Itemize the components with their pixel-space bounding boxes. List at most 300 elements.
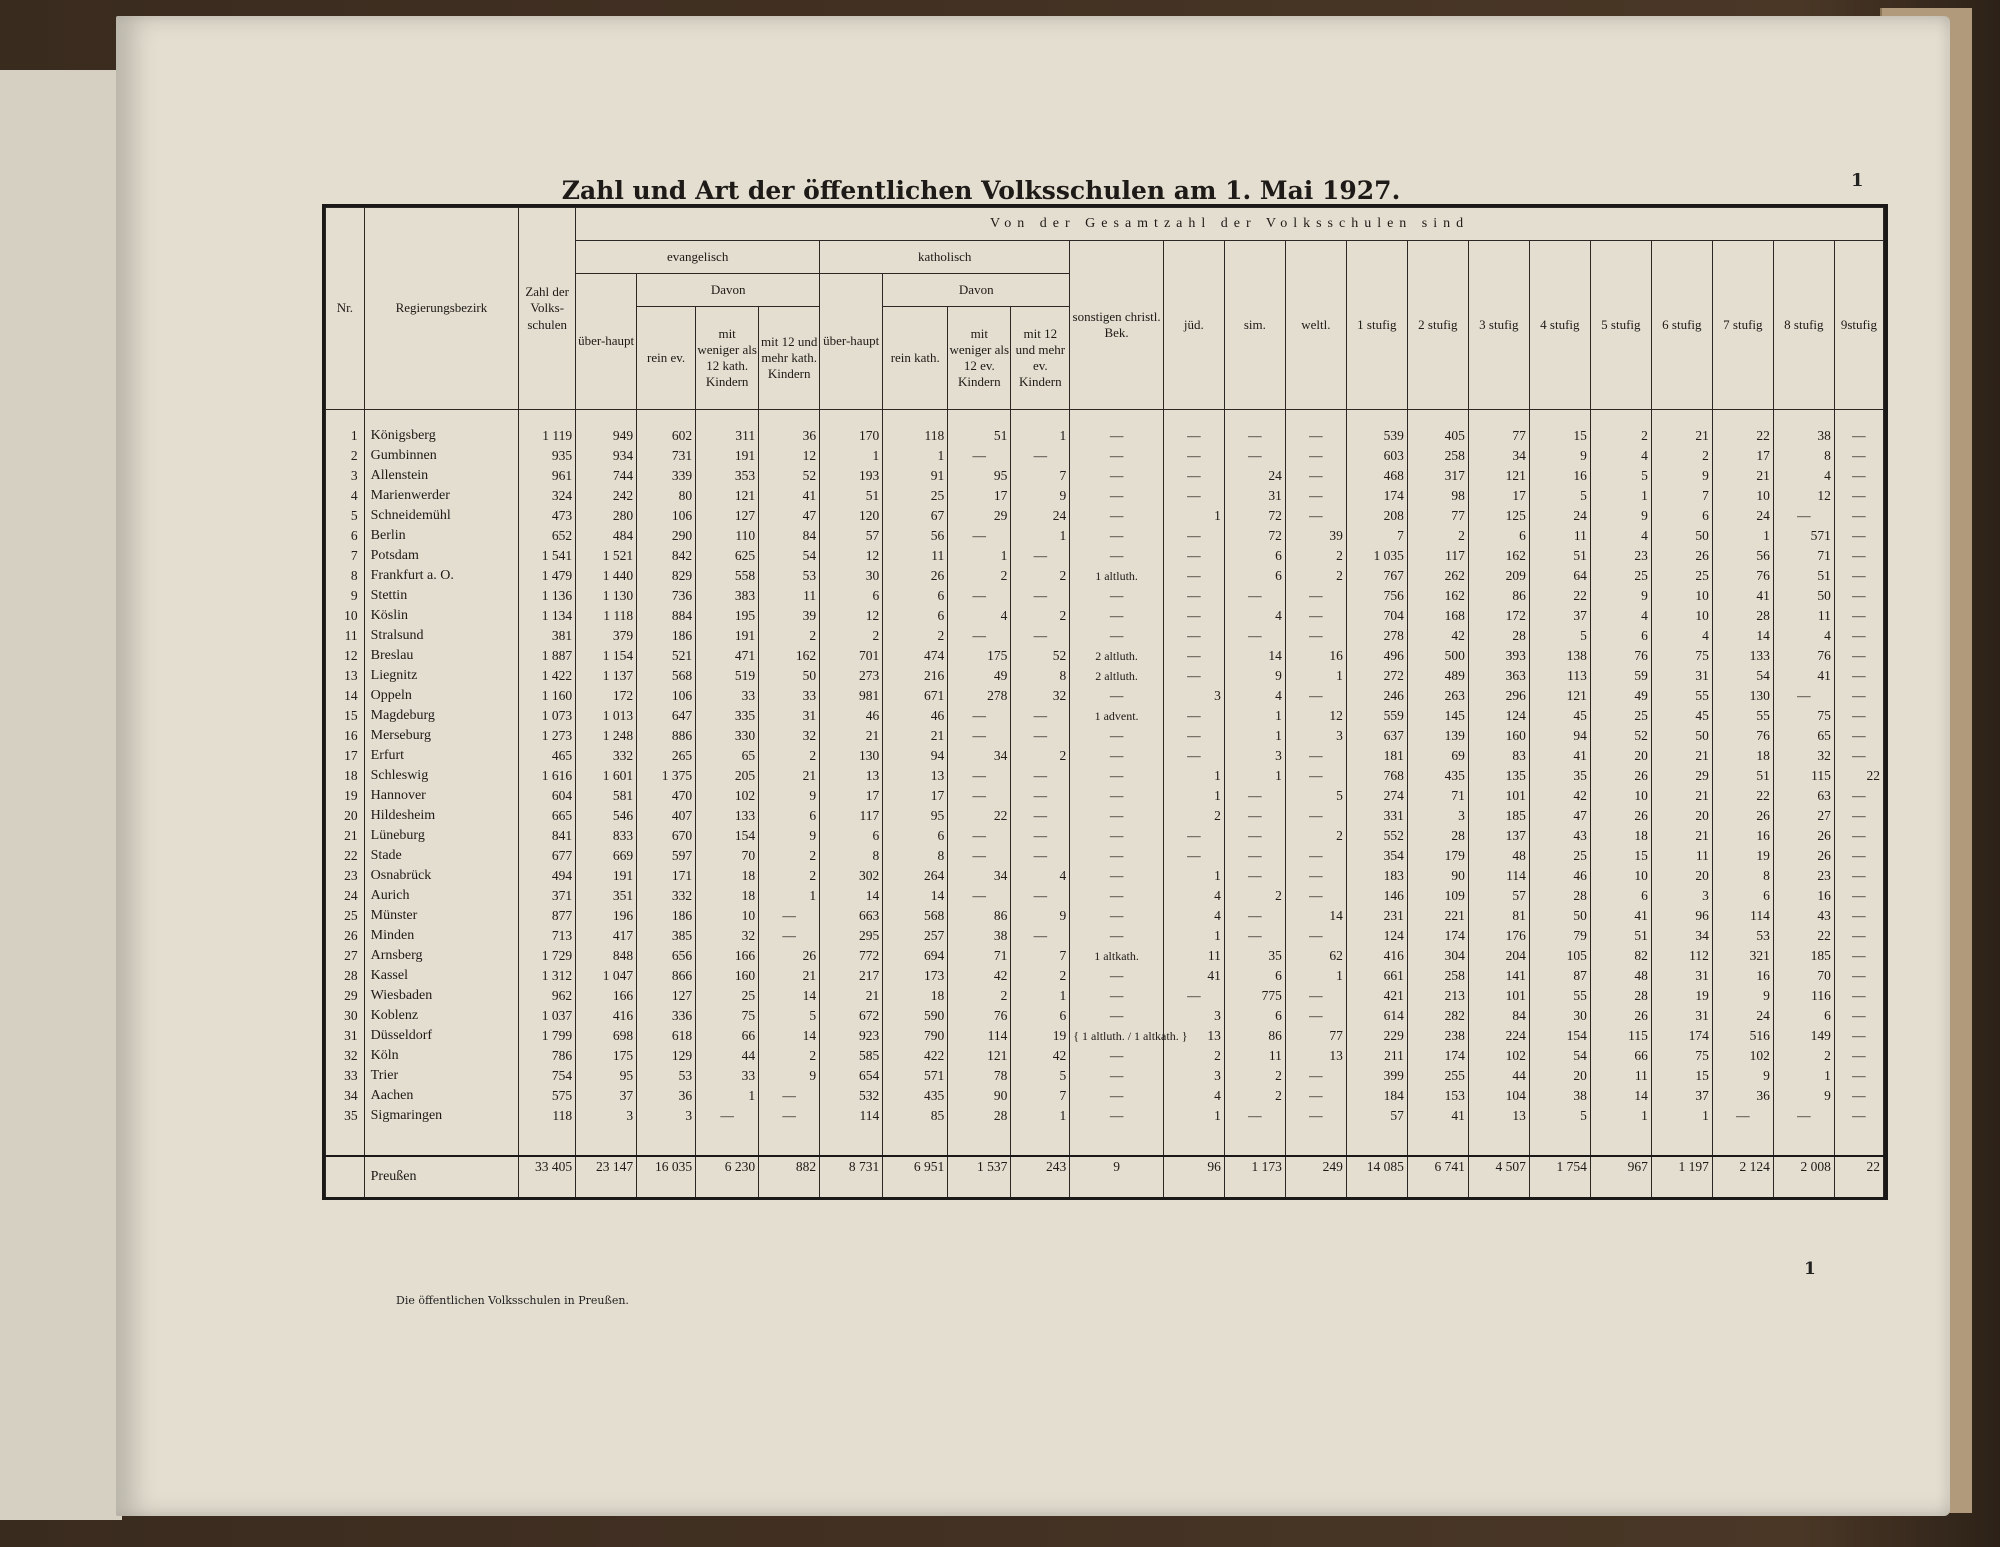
region-name: Allenstein (364, 466, 519, 486)
table-cell: 6 230 (696, 1156, 759, 1197)
header-kath-weniger: mit weniger als 12 ev. Kindern (948, 307, 1011, 410)
table-cell: 65 (1773, 726, 1834, 746)
table-cell: 637 (1346, 726, 1407, 746)
table-cell: 179 (1407, 846, 1468, 866)
table-cell: 11 (1224, 1046, 1285, 1066)
header-jued: jüd. (1163, 241, 1224, 410)
row-number: 18 (326, 766, 365, 786)
table-cell: — (1285, 506, 1346, 526)
spacer-cell (883, 1126, 948, 1156)
table-cell: 1 073 (519, 706, 576, 726)
header-bezirk: Regierungsbezirk (364, 208, 519, 410)
table-cell: 11 (883, 546, 948, 566)
table-cell: 767 (1346, 566, 1407, 586)
table-cell: 43 (1773, 906, 1834, 926)
table-row (326, 1006, 1884, 1026)
table-cell: 7 (1011, 1086, 1070, 1106)
header-ev-weniger: mit weniger als 12 kath. Kindern (696, 307, 759, 410)
table-cell: 98 (1407, 486, 1468, 506)
table-cell: 882 (759, 1156, 820, 1197)
table-cell: 18 (1712, 746, 1773, 766)
table-cell: — (1070, 1066, 1164, 1086)
table-cell: 4 (1773, 466, 1834, 486)
table-cell: 181 (1346, 746, 1407, 766)
table-cell: 2 (1011, 606, 1070, 626)
table-cell: 669 (576, 846, 637, 866)
region-name: Preußen (364, 1156, 519, 1197)
table-cell: 125 (1468, 506, 1529, 526)
table-cell: 405 (1407, 410, 1468, 447)
table-cell: — (1224, 846, 1285, 866)
table-cell: 67 (883, 506, 948, 526)
table-cell: 114 (820, 1106, 883, 1126)
table-cell: 1 (1224, 706, 1285, 726)
table-cell: 585 (820, 1046, 883, 1066)
table-cell: 86 (1224, 1026, 1285, 1046)
table-cell: 31 (1651, 966, 1712, 986)
table-cell: 10 (1712, 486, 1773, 506)
table-cell: — (1163, 986, 1224, 1006)
table-cell: 26 (883, 566, 948, 586)
table-cell: 4 (1224, 606, 1285, 626)
table-cell: 516 (1712, 1026, 1773, 1046)
table-cell: 193 (820, 466, 883, 486)
table-cell: 665 (519, 806, 576, 826)
table-cell: — (948, 886, 1011, 906)
header-6stufig: 6 stufig (1651, 241, 1712, 410)
table-cell: 2 (1651, 446, 1712, 466)
table-cell: 20 (1529, 1066, 1590, 1086)
region-name: Erfurt (364, 746, 519, 766)
table-cell: 21 (820, 726, 883, 746)
table-cell: 521 (637, 646, 696, 666)
table-cell: — (1773, 1106, 1834, 1126)
table-cell: 4 507 (1468, 1156, 1529, 1197)
table-cell: 670 (637, 826, 696, 846)
table-cell: 76 (1712, 726, 1773, 746)
table-cell: 75 (1773, 706, 1834, 726)
table-cell: 31 (1651, 1006, 1712, 1026)
table-row (326, 826, 1884, 846)
table-cell: 1 (820, 446, 883, 466)
table-cell: 80 (637, 486, 696, 506)
table-cell: 2 (820, 626, 883, 646)
table-cell: 82 (1590, 946, 1651, 966)
table-cell: 5 (1011, 1066, 1070, 1086)
table-cell: 43 (1529, 826, 1590, 846)
table-cell: 104 (1468, 1086, 1529, 1106)
table-cell: 54 (759, 546, 820, 566)
table-cell: 9 (1773, 1086, 1834, 1106)
table-cell: 262 (1407, 566, 1468, 586)
table-cell: 672 (820, 1006, 883, 1026)
table-cell: — (1163, 826, 1224, 846)
row-number: 11 (326, 626, 365, 646)
table-cell: 935 (519, 446, 576, 466)
table-cell: 33 405 (519, 1156, 576, 1197)
region-name: Aachen (364, 1086, 519, 1106)
table-cell: 1 (1011, 1106, 1070, 1126)
spacer-cell (364, 1126, 519, 1156)
table-cell: 1 047 (576, 966, 637, 986)
row-number: 1 (326, 410, 365, 447)
table-cell: 38 (1529, 1086, 1590, 1106)
table-cell: — (1011, 826, 1070, 846)
table-cell: 3 (1224, 746, 1285, 766)
table-cell: 54 (1529, 1046, 1590, 1066)
header-rein-kath: rein kath. (883, 307, 948, 410)
table-cell: 435 (883, 1086, 948, 1106)
table-cell: 884 (637, 606, 696, 626)
table-cell: 255 (1407, 1066, 1468, 1086)
table-cell: 1 273 (519, 726, 576, 746)
table-cell: 172 (576, 686, 637, 706)
table-cell: 6 (1011, 1006, 1070, 1026)
table-cell: 81 (1468, 906, 1529, 926)
table-row (326, 706, 1884, 726)
row-number: 26 (326, 926, 365, 946)
header-9stufig: 9stufig (1834, 241, 1883, 410)
table-cell: 324 (519, 486, 576, 506)
table-cell: 1 (883, 446, 948, 466)
table-cell: — (1834, 566, 1883, 586)
table-cell: 170 (820, 410, 883, 447)
table-row (326, 966, 1884, 986)
table-cell: 18 (696, 886, 759, 906)
table-cell: 75 (696, 1006, 759, 1026)
table-cell: 9 (1712, 1066, 1773, 1086)
table-cell: — (1285, 846, 1346, 866)
table-cell: 184 (1346, 1086, 1407, 1106)
table-cell: — (759, 1106, 820, 1126)
table-cell: — (1834, 486, 1883, 506)
table-cell: 52 (1011, 646, 1070, 666)
table-cell: 652 (519, 526, 576, 546)
table-cell: 1 479 (519, 566, 576, 586)
row-number: 30 (326, 1006, 365, 1026)
table-cell: 124 (1468, 706, 1529, 726)
region-name: Schneidemühl (364, 506, 519, 526)
table-cell: 754 (519, 1066, 576, 1086)
footer-caption: Die öffentlichen Volksschulen in Preußen. (396, 1294, 629, 1307)
table-cell: — (1224, 926, 1285, 946)
table-cell: 51 (948, 410, 1011, 447)
table-cell: 701 (820, 646, 883, 666)
table-cell: 24 (1712, 1006, 1773, 1026)
table-cell: 422 (883, 1046, 948, 1066)
table-cell: 243 (1011, 1156, 1070, 1197)
table-cell: 41 (1407, 1106, 1468, 1126)
table-cell: 7 (1651, 486, 1712, 506)
table-row (326, 526, 1884, 546)
table-cell: — (1224, 906, 1285, 926)
region-name: Schleswig (364, 766, 519, 786)
table-cell: 2 (1011, 566, 1070, 586)
row-number: 16 (326, 726, 365, 746)
table-cell: 8 731 (820, 1156, 883, 1197)
table-cell: 41 (1590, 906, 1651, 926)
table-cell: — (1834, 646, 1883, 666)
table-cell: 332 (576, 746, 637, 766)
header-7stufig: 7 stufig (1712, 241, 1773, 410)
table-cell: 21 (1651, 826, 1712, 846)
table-cell: 65 (696, 746, 759, 766)
table-cell: 2 (1011, 966, 1070, 986)
table-cell: — (1285, 466, 1346, 486)
table-cell: 51 (1529, 546, 1590, 566)
header-5stufig: 5 stufig (1590, 241, 1651, 410)
table-cell: 5 (1590, 466, 1651, 486)
table-cell: 14 (820, 886, 883, 906)
table-cell: 311 (696, 410, 759, 447)
table-cell: 1 197 (1651, 1156, 1712, 1197)
table-cell: 36 (1712, 1086, 1773, 1106)
table-cell: — (1285, 686, 1346, 706)
table-cell: 756 (1346, 586, 1407, 606)
table-cell: 70 (696, 846, 759, 866)
table-cell: 26 (1712, 806, 1773, 826)
table-row (326, 806, 1884, 826)
table-cell: 14 085 (1346, 1156, 1407, 1197)
table-cell: 96 (1651, 906, 1712, 926)
table-cell: 117 (820, 806, 883, 826)
header-3stufig: 3 stufig (1468, 241, 1529, 410)
table-cell: 33 (759, 686, 820, 706)
table-cell: 26 (1590, 1006, 1651, 1026)
table-cell: 19 (1712, 846, 1773, 866)
table-cell: 109 (1407, 886, 1468, 906)
row-number: 24 (326, 886, 365, 906)
table-cell: 1 (948, 546, 1011, 566)
table-cell: — (1070, 986, 1164, 1006)
table-cell: 33 (696, 1066, 759, 1086)
table-cell: 694 (883, 946, 948, 966)
table-cell: 321 (1712, 946, 1773, 966)
table-cell: 2 (1163, 1046, 1224, 1066)
table-cell: 385 (637, 926, 696, 946)
table-cell: 249 (1285, 1156, 1346, 1197)
table-cell: — (1163, 526, 1224, 546)
table-cell: — (1834, 706, 1883, 726)
table-cell: 465 (519, 746, 576, 766)
table-cell: 130 (1712, 686, 1773, 706)
table-cell: 96 (1163, 1156, 1224, 1197)
table-cell: 6 (1224, 1006, 1285, 1026)
table-cell: 393 (1468, 646, 1529, 666)
table-cell: 18 (1590, 826, 1651, 846)
row-number: 22 (326, 846, 365, 866)
table-cell: 50 (1529, 906, 1590, 926)
table-cell: 7 (1011, 466, 1070, 486)
table-cell: 1 (1163, 866, 1224, 886)
table-cell: 145 (1407, 706, 1468, 726)
table-cell: 44 (696, 1046, 759, 1066)
table-spacer-row (326, 1126, 1884, 1156)
table-cell: 14 (1590, 1086, 1651, 1106)
table-row (326, 1066, 1884, 1086)
table-cell: — (1285, 446, 1346, 466)
table-cell: 25 (1529, 846, 1590, 866)
table-cell: 37 (1651, 1086, 1712, 1106)
table-cell: 76 (1590, 646, 1651, 666)
table-row (326, 466, 1884, 486)
table-cell: — (1070, 626, 1164, 646)
table-cell: — (948, 706, 1011, 726)
header-1stufig: 1 stufig (1346, 241, 1407, 410)
table-cell: 55 (1651, 686, 1712, 706)
table-cell: 36 (759, 410, 820, 447)
table-cell: 76 (1712, 566, 1773, 586)
table-cell: 848 (576, 946, 637, 966)
table-cell: 106 (637, 506, 696, 526)
table-cell: 1 119 (519, 410, 576, 447)
table-cell: 77 (1407, 506, 1468, 526)
spacer-cell (696, 1126, 759, 1156)
table-cell: 2 (948, 986, 1011, 1006)
table-cell: 4 (1163, 906, 1224, 926)
table-cell: 3 (1651, 886, 1712, 906)
table-cell: 21 (820, 986, 883, 1006)
header-ev-mehr: mit 12 und mehr kath. Kindern (759, 307, 820, 410)
region-name: Arnsberg (364, 946, 519, 966)
table-cell: 568 (637, 666, 696, 686)
table-cell: 1 160 (519, 686, 576, 706)
table-cell: — (1285, 886, 1346, 906)
table-cell: 30 (1529, 1006, 1590, 1026)
table-cell: 28 (1590, 986, 1651, 1006)
table-cell: 2 008 (1773, 1156, 1834, 1197)
table-cell: 295 (820, 926, 883, 946)
table-cell: 52 (759, 466, 820, 486)
table-cell: — (1011, 886, 1070, 906)
table-cell: — (1011, 846, 1070, 866)
table-cell: 494 (519, 866, 576, 886)
table-cell: 2 altluth. (1070, 666, 1164, 686)
table-cell: 176 (1468, 926, 1529, 946)
table-cell: 121 (1468, 466, 1529, 486)
table-cell: 51 (1712, 766, 1773, 786)
table-cell: 4 (1590, 526, 1651, 546)
table-cell: 22 (1834, 1156, 1883, 1197)
table-cell: 6 (1590, 626, 1651, 646)
region-name: Münster (364, 906, 519, 926)
table-cell: 242 (576, 486, 637, 506)
table-cell: 3 (637, 1106, 696, 1126)
table-cell: 4 (1224, 686, 1285, 706)
table-cell: 50 (1651, 726, 1712, 746)
table-cell: 1 154 (576, 646, 637, 666)
table-row (326, 506, 1884, 526)
table-cell: 20 (1651, 806, 1712, 826)
table-cell: — (1163, 446, 1224, 466)
table-cell: 221 (1407, 906, 1468, 926)
table-cell: — (1834, 966, 1883, 986)
table-cell: 698 (576, 1026, 637, 1046)
table-row (326, 646, 1884, 666)
table-cell: 38 (1773, 410, 1834, 447)
table-cell: 1 (1011, 410, 1070, 447)
table-cell: 41 (759, 486, 820, 506)
table-cell: 146 (1346, 886, 1407, 906)
table-cell: 1 (1773, 1066, 1834, 1086)
table-cell: — (759, 926, 820, 946)
row-number: 2 (326, 446, 365, 466)
statistics-table (325, 207, 1884, 1197)
table-cell: 18 (696, 866, 759, 886)
row-number: 14 (326, 686, 365, 706)
table-cell: 9 (1011, 906, 1070, 926)
table-cell: 42 (1529, 786, 1590, 806)
table-cell: 1 137 (576, 666, 637, 686)
table-cell: 435 (1407, 766, 1468, 786)
table-cell: 183 (1346, 866, 1407, 886)
table-cell: 90 (1407, 866, 1468, 886)
table-cell: — (1163, 626, 1224, 646)
table-cell: 468 (1346, 466, 1407, 486)
table-cell: 330 (696, 726, 759, 746)
table-cell: 265 (637, 746, 696, 766)
table-cell: 654 (820, 1066, 883, 1086)
table-cell: 14 (1285, 906, 1346, 926)
table-cell: 51 (1590, 926, 1651, 946)
table-cell: 3 (1285, 726, 1346, 746)
table-cell: 17 (883, 786, 948, 806)
table-cell: 278 (1346, 626, 1407, 646)
spacer-cell (759, 1126, 820, 1156)
table-cell: 12 (820, 606, 883, 626)
table-cell: 229 (1346, 1026, 1407, 1046)
table-cell: 121 (696, 486, 759, 506)
table-cell: 174 (1651, 1026, 1712, 1046)
table-cell: 71 (1773, 546, 1834, 566)
table-cell: 923 (820, 1026, 883, 1046)
table-cell: 581 (576, 786, 637, 806)
table-cell: 12 (1285, 706, 1346, 726)
table-cell: 417 (576, 926, 637, 946)
table-cell: — (1834, 1106, 1883, 1126)
table-cell: 17 (948, 486, 1011, 506)
table-cell: 45 (1529, 706, 1590, 726)
table-cell: — (1163, 646, 1224, 666)
table-cell: 9 (1070, 1156, 1164, 1197)
region-name: Potsdam (364, 546, 519, 566)
row-number: 21 (326, 826, 365, 846)
table-cell: — (1070, 926, 1164, 946)
table-cell: 282 (1407, 1006, 1468, 1026)
table-cell: 772 (820, 946, 883, 966)
table-cell: 4 (1651, 626, 1712, 646)
table-cell: 15 (1529, 410, 1590, 447)
table-cell: 85 (883, 1106, 948, 1126)
table-cell: 46 (1529, 866, 1590, 886)
table-cell: — (948, 786, 1011, 806)
table-cell: 14 (1712, 626, 1773, 646)
table-cell: 2 (1224, 1086, 1285, 1106)
table-cell: 57 (1346, 1106, 1407, 1126)
region-name: Magdeburg (364, 706, 519, 726)
header-katholisch: katholisch (820, 241, 1070, 274)
table-cell: — (1070, 506, 1164, 526)
table-cell: 63 (1773, 786, 1834, 806)
table-cell: 9 (1712, 986, 1773, 1006)
table-cell: 661 (1346, 966, 1407, 986)
table-cell: 48 (1468, 846, 1529, 866)
table-cell: 575 (519, 1086, 576, 1106)
table-cell: 191 (576, 866, 637, 886)
table-cell: 57 (820, 526, 883, 546)
table-cell: 6 (883, 586, 948, 606)
table-cell: 6 (1712, 886, 1773, 906)
